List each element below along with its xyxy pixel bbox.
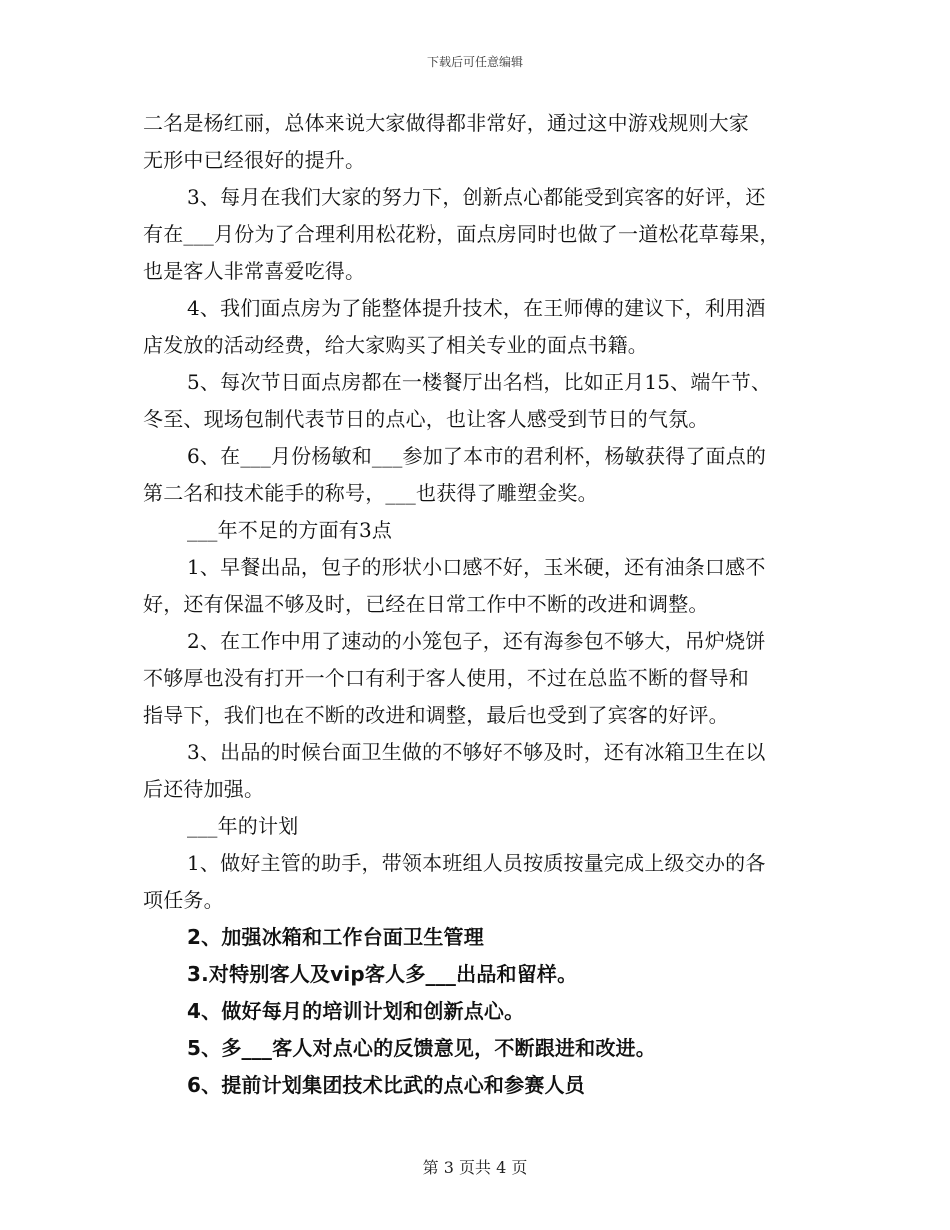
paragraph [143,105,813,179]
text-line: 店发放的活动经费，给大家购买了相关专业的面点书籍。 [143,333,648,357]
text-line: 4、我们面点房为了能整体提升技术，在王师傅的建议下，利用酒 [187,296,766,320]
text-line: ___年的计划 [187,814,299,838]
plan-item [143,919,813,956]
text-line: 冬至、现场包制代表节日的点心，也让客人感受到节日的气氛。 [143,407,709,431]
paragraph [143,438,813,512]
paragraph [143,364,813,438]
text-line: 好，还有保温不够及时，已经在日常工作中不断的改进和调整。 [143,592,709,616]
plan-item [143,956,813,993]
text-line: 二名是杨红丽，总体来说大家做得都非常好，通过这中游戏规则大家 [143,111,749,135]
document-body [143,105,813,1104]
text-line: 6、提前计划集团技术比武的点心和参赛人员 [187,1073,585,1097]
text-line: 6、在___月份杨敏和___参加了本市的君利杯，杨敏获得了面点的 [187,444,767,468]
text-line: 第二名和技术能手的称号，___也获得了雕塑金奖。 [143,481,598,505]
section-heading [143,808,813,845]
paragraph [143,179,813,290]
text-line: 后还待加强。 [143,777,265,801]
paragraph [143,623,813,734]
paragraph [143,549,813,623]
plan-item [143,1030,813,1067]
text-line: 项任务。 [143,888,224,912]
plan-item [143,1067,813,1104]
text-line: 指导下，我们也在不断的改进和调整，最后也受到了宾客的好评。 [143,703,729,727]
text-line: 无形中已经很好的提升。 [143,148,366,172]
text-line: ___年不足的方面有3点 [187,518,393,542]
text-line: 有在___月份为了合理利用松花粉，面点房同时也做了一道松花草莓果， [143,222,780,246]
text-line: 5、多___客人对点心的反馈意见，不断跟进和改进。 [187,1036,656,1060]
section-heading [143,512,813,549]
paragraph [143,290,813,364]
text-line: 不够厚也没有打开一个口有利于客人使用，不过在总监不断的督导和 [143,666,749,690]
paragraph [143,845,813,919]
text-line: 也是客人非常喜爱吃得。 [143,259,366,283]
text-line: 4、做好每月的培训计划和创新点心。 [187,999,525,1023]
paragraph [143,734,813,808]
text-line: 1、做好主管的助手，带领本班组人员按质按量完成上级交办的各 [187,851,766,875]
text-line: 1、早餐出品，包子的形状小口感不好，玉米硬，还有油条口感不 [187,555,766,579]
page-header: 下载后可任意编辑 [426,55,523,69]
text-line: 2、加强冰箱和工作台面卫生管理 [187,925,484,949]
text-line: 3、出品的时候台面卫生做的不够好不够及时，还有冰箱卫生在以 [187,740,766,764]
text-line: 5、每次节日面点房都在一楼餐厅出名档，比如正月15、端午节、 [187,370,772,394]
plan-item [143,993,813,1030]
text-line: 2、在工作中用了速动的小笼包子，还有海参包不够大，吊炉烧饼 [187,629,766,653]
text-line: 3.对特别客人及vip客人多___出品和留样。 [187,962,578,986]
text-line: 3、每月在我们大家的努力下，创新点心都能受到宾客的好评，还 [187,185,766,209]
page-footer: 第 3 页共 4 页 [422,1158,528,1177]
